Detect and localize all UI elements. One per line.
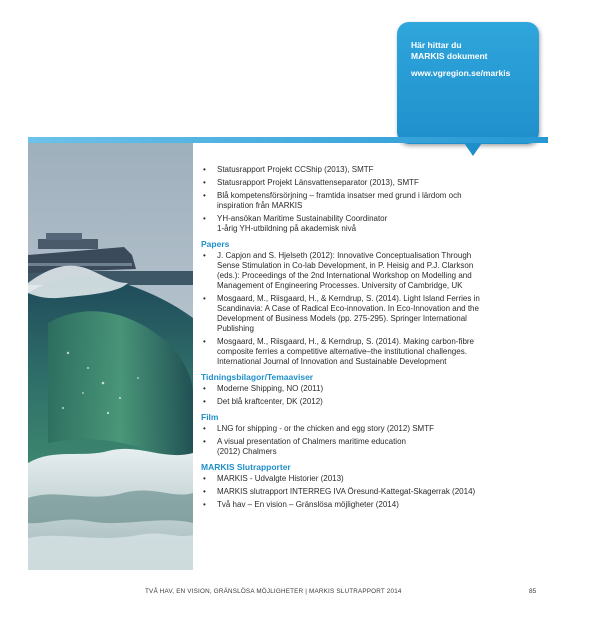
list-item: • MARKIS - Udvalgte Historier (2013): [201, 474, 546, 484]
list-item: • Statusrapport Projekt Länsvattenseparator (2013), SMTF: [201, 178, 546, 188]
list-item: • Blå kompetensförsörjning – framtida insatser med grund i lärdom och inspiration från MARKIS: [201, 191, 546, 211]
slutrapporter-list: [201, 474, 546, 510]
list-item: • Mosgaard, M., Riisgaard, H., & Kerndrup, S. (2014). Making carbon-fibre composite ferries a competitive alternative–the institutional challenges. International Journal of Innovation and Sustainable Development: [201, 337, 546, 367]
list-item: • A visual presentation of Chalmers maritime education (2012) Chalmers: [201, 437, 546, 457]
tidningsbilagor-heading: Tidningsbilagor/Temaaviser: [201, 372, 314, 382]
list-item: • YH-ansökan Maritime Sustainability Coordinator 1-årig YH-utbildning på akademisk nivå: [201, 214, 546, 234]
document-list: [201, 165, 546, 513]
callout-url-link[interactable]: www.vgregion.se/markis: [411, 68, 511, 78]
callout-line-1: Här hittar du: [411, 40, 462, 50]
list-item: • Statusrapport Projekt CCShip (2013), SMTF: [201, 165, 546, 175]
page-number: 85: [529, 588, 537, 595]
list-item: • LNG for shipping - or the chicken and egg story (2012) SMTF: [201, 424, 546, 434]
reports-list: [201, 165, 546, 234]
list-item: • MARKIS slutrapport INTERREG IVA Öresund-Kattegat-Skagerrak (2014): [201, 487, 546, 497]
papers-list: [201, 251, 546, 367]
tidningsbilagor-list: [201, 384, 546, 407]
film-heading: Film: [201, 412, 219, 422]
page-footer: TVÅ HAV, EN VISION, GRÄNSLÖSA MÖJLIGHETER | MARKIS SLUTRAPPORT 2014: [145, 588, 402, 595]
papers-heading: Papers: [201, 239, 230, 249]
list-item: • Det blå kraftcenter, DK (2012): [201, 397, 546, 407]
slutrapporter-heading: MARKIS Slutrapporter: [201, 462, 291, 472]
documents-callout: [397, 22, 539, 144]
list-item: • Moderne Shipping, NO (2011): [201, 384, 546, 394]
callout-line-2: MARKIS dokument: [411, 51, 488, 61]
film-list: [201, 424, 546, 457]
list-item: • Mosgaard, M., Riisgaard, H., & Kerndrup, S. (2014). Light Island Ferries in Scandinavia: A Case of Radical Eco-innovation. In Eco-Innovation and the Development of Business Models (pp. 275-295). Springer International Publishing: [201, 294, 546, 334]
ocean-ship-photo: [28, 143, 193, 570]
list-item: • Två hav – En vision – Gränslösa möjligheter (2014): [201, 500, 546, 510]
list-item: • J. Capjon and S. Hjelseth (2012): Innovative Conceptualisation Through Sense Stimulation in Co-lab Development, in P. Heisig and P.J. Clarkson (eds.): Proceedings of the 2nd International Workshop on Modelling and Management of Engineering Processes. University of Cambridge, UK: [201, 251, 546, 291]
